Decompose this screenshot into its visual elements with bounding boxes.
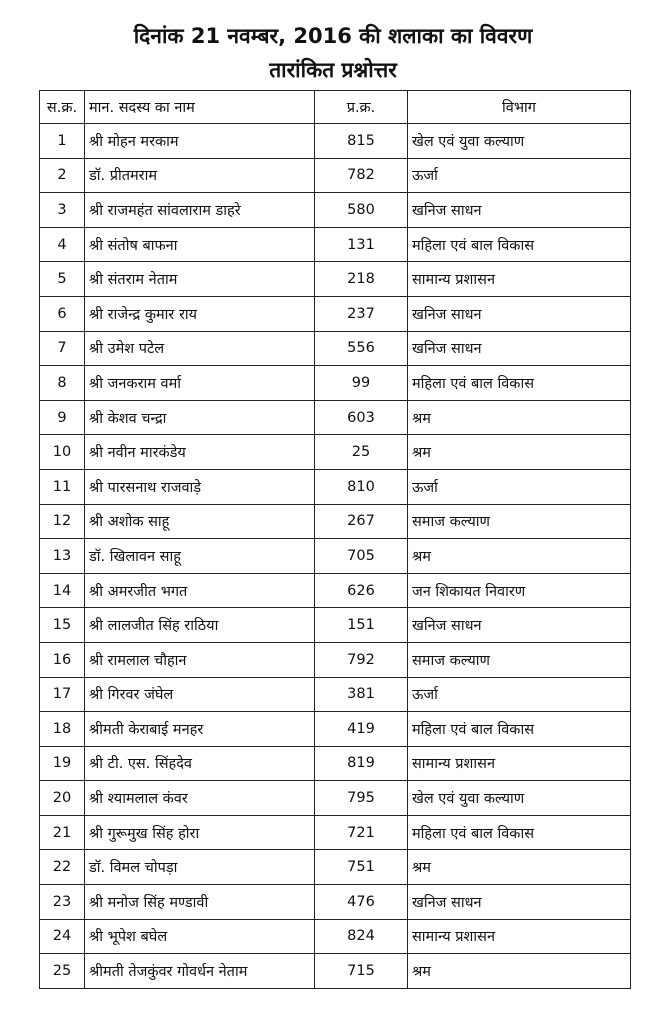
member-name-cell: श्री मोहन मरकाम <box>85 124 315 159</box>
table-row <box>40 193 631 228</box>
table-row <box>40 608 631 643</box>
department-cell: श्रम <box>408 435 631 470</box>
member-name-cell: श्री उमेश पटेल <box>85 331 315 366</box>
table-row <box>40 712 631 747</box>
member-name-cell: श्री लालजीत सिंह राठिया <box>85 608 315 643</box>
table-row <box>40 850 631 885</box>
member-name-cell: श्री संतराम नेताम <box>85 262 315 297</box>
question-number-cell: 476 <box>315 885 408 920</box>
table-row <box>40 781 631 816</box>
question-number-cell: 267 <box>315 504 408 539</box>
department-cell: सामान्य प्रशासन <box>408 262 631 297</box>
serial-number-cell: 18 <box>40 712 85 747</box>
serial-number-cell: 8 <box>40 366 85 401</box>
question-number-cell: 580 <box>315 193 408 228</box>
member-name-cell: श्रीमती केराबाई मनहर <box>85 712 315 747</box>
department-cell: श्रम <box>408 400 631 435</box>
serial-number-cell: 6 <box>40 296 85 331</box>
serial-number-cell: 23 <box>40 885 85 920</box>
table-row <box>40 642 631 677</box>
member-name-cell: श्री मनोज सिंह मण्डावी <box>85 885 315 920</box>
serial-number-cell: 20 <box>40 781 85 816</box>
table-row <box>40 366 631 401</box>
table-row <box>40 435 631 470</box>
member-name-cell: श्री जनकराम वर्मा <box>85 366 315 401</box>
member-name-cell: श्री संतोष बाफना <box>85 227 315 262</box>
department-cell: महिला एवं बाल विकास <box>408 712 631 747</box>
question-number-cell: 603 <box>315 400 408 435</box>
department-cell: खनिज साधन <box>408 193 631 228</box>
member-name-cell: श्री केशव चन्द्रा <box>85 400 315 435</box>
member-name-cell: श्री पारसनाथ राजवाड़े <box>85 469 315 504</box>
table-row <box>40 539 631 574</box>
table-row <box>40 677 631 712</box>
question-number-cell: 218 <box>315 262 408 297</box>
serial-number-cell: 2 <box>40 158 85 193</box>
table-row <box>40 227 631 262</box>
table-row <box>40 885 631 920</box>
question-number-cell: 792 <box>315 642 408 677</box>
header-department: विभाग <box>408 91 631 124</box>
question-number-cell: 626 <box>315 573 408 608</box>
department-cell: महिला एवं बाल विकास <box>408 815 631 850</box>
serial-number-cell: 19 <box>40 746 85 781</box>
serial-number-cell: 9 <box>40 400 85 435</box>
member-name-cell: श्री श्यामलाल कंवर <box>85 781 315 816</box>
question-number-cell: 151 <box>315 608 408 643</box>
table-row <box>40 469 631 504</box>
department-cell: ऊर्जा <box>408 158 631 193</box>
serial-number-cell: 12 <box>40 504 85 539</box>
questions-table <box>39 90 631 989</box>
table-header-row <box>40 91 631 124</box>
member-name-cell: श्री राजमहंत सांवलाराम डाहरे <box>85 193 315 228</box>
member-name-cell: डॉ. विमल चोपड़ा <box>85 850 315 885</box>
serial-number-cell: 5 <box>40 262 85 297</box>
department-cell: श्रम <box>408 850 631 885</box>
serial-number-cell: 10 <box>40 435 85 470</box>
question-number-cell: 721 <box>315 815 408 850</box>
department-cell: महिला एवं बाल विकास <box>408 227 631 262</box>
department-cell: समाज कल्याण <box>408 504 631 539</box>
table-row <box>40 400 631 435</box>
serial-number-cell: 24 <box>40 919 85 954</box>
header-question-number: प्र.क्र. <box>315 91 408 124</box>
question-number-cell: 824 <box>315 919 408 954</box>
serial-number-cell: 11 <box>40 469 85 504</box>
question-number-cell: 25 <box>315 435 408 470</box>
question-number-cell: 815 <box>315 124 408 159</box>
table-row <box>40 919 631 954</box>
header-member-name: मान. सदस्य का नाम <box>85 91 315 124</box>
table-row <box>40 262 631 297</box>
serial-number-cell: 15 <box>40 608 85 643</box>
serial-number-cell: 7 <box>40 331 85 366</box>
department-cell: महिला एवं बाल विकास <box>408 366 631 401</box>
serial-number-cell: 17 <box>40 677 85 712</box>
question-number-cell: 795 <box>315 781 408 816</box>
document-title: दिनांक 21 नवम्बर, 2016 की शलाका का विवरण <box>133 24 533 48</box>
serial-number-cell: 1 <box>40 124 85 159</box>
department-cell: श्रम <box>408 954 631 989</box>
serial-number-cell: 22 <box>40 850 85 885</box>
table-row <box>40 124 631 159</box>
member-name-cell: श्रीमती तेजकुंवर गोवर्धन नेताम <box>85 954 315 989</box>
question-number-cell: 810 <box>315 469 408 504</box>
department-cell: खनिज साधन <box>408 296 631 331</box>
department-cell: सामान्य प्रशासन <box>408 919 631 954</box>
member-name-cell: श्री टी. एस. सिंहदेव <box>85 746 315 781</box>
table-body <box>40 124 631 989</box>
member-name-cell: श्री नवीन मारकंडेय <box>85 435 315 470</box>
serial-number-cell: 3 <box>40 193 85 228</box>
header-serial-number: स.क्र. <box>40 91 85 124</box>
department-cell: ऊर्जा <box>408 469 631 504</box>
department-cell: खनिज साधन <box>408 885 631 920</box>
department-cell: खनिज साधन <box>408 331 631 366</box>
question-number-cell: 715 <box>315 954 408 989</box>
department-cell: खेल एवं युवा कल्याण <box>408 124 631 159</box>
question-number-cell: 556 <box>315 331 408 366</box>
member-name-cell: श्री गिरवर जंघेल <box>85 677 315 712</box>
table-row <box>40 504 631 539</box>
serial-number-cell: 16 <box>40 642 85 677</box>
serial-number-cell: 21 <box>40 815 85 850</box>
table-row <box>40 954 631 989</box>
member-name-cell: श्री अमरजीत भगत <box>85 573 315 608</box>
table-row <box>40 296 631 331</box>
department-cell: श्रम <box>408 539 631 574</box>
table-row <box>40 815 631 850</box>
department-cell: जन शिकायत निवारण <box>408 573 631 608</box>
member-name-cell: श्री अशोक साहू <box>85 504 315 539</box>
department-cell: खेल एवं युवा कल्याण <box>408 781 631 816</box>
table-row <box>40 746 631 781</box>
serial-number-cell: 25 <box>40 954 85 989</box>
question-number-cell: 237 <box>315 296 408 331</box>
member-name-cell: श्री गुरूमुख सिंह होरा <box>85 815 315 850</box>
table-row <box>40 573 631 608</box>
serial-number-cell: 4 <box>40 227 85 262</box>
question-number-cell: 99 <box>315 366 408 401</box>
question-number-cell: 381 <box>315 677 408 712</box>
department-cell: खनिज साधन <box>408 608 631 643</box>
question-number-cell: 705 <box>315 539 408 574</box>
member-name-cell: डॉ. खिलावन साहू <box>85 539 315 574</box>
question-number-cell: 819 <box>315 746 408 781</box>
member-name-cell: श्री राजेन्द्र कुमार राय <box>85 296 315 331</box>
department-cell: ऊर्जा <box>408 677 631 712</box>
serial-number-cell: 14 <box>40 573 85 608</box>
department-cell: सामान्य प्रशासन <box>408 746 631 781</box>
document-subtitle: तारांकित प्रश्नोत्तर <box>269 58 397 82</box>
question-number-cell: 782 <box>315 158 408 193</box>
question-number-cell: 751 <box>315 850 408 885</box>
member-name-cell: श्री भूपेश बघेल <box>85 919 315 954</box>
question-number-cell: 419 <box>315 712 408 747</box>
department-cell: समाज कल्याण <box>408 642 631 677</box>
member-name-cell: श्री रामलाल चौहान <box>85 642 315 677</box>
member-name-cell: डॉ. प्रीतमराम <box>85 158 315 193</box>
serial-number-cell: 13 <box>40 539 85 574</box>
table-row <box>40 158 631 193</box>
question-number-cell: 131 <box>315 227 408 262</box>
table-row <box>40 331 631 366</box>
